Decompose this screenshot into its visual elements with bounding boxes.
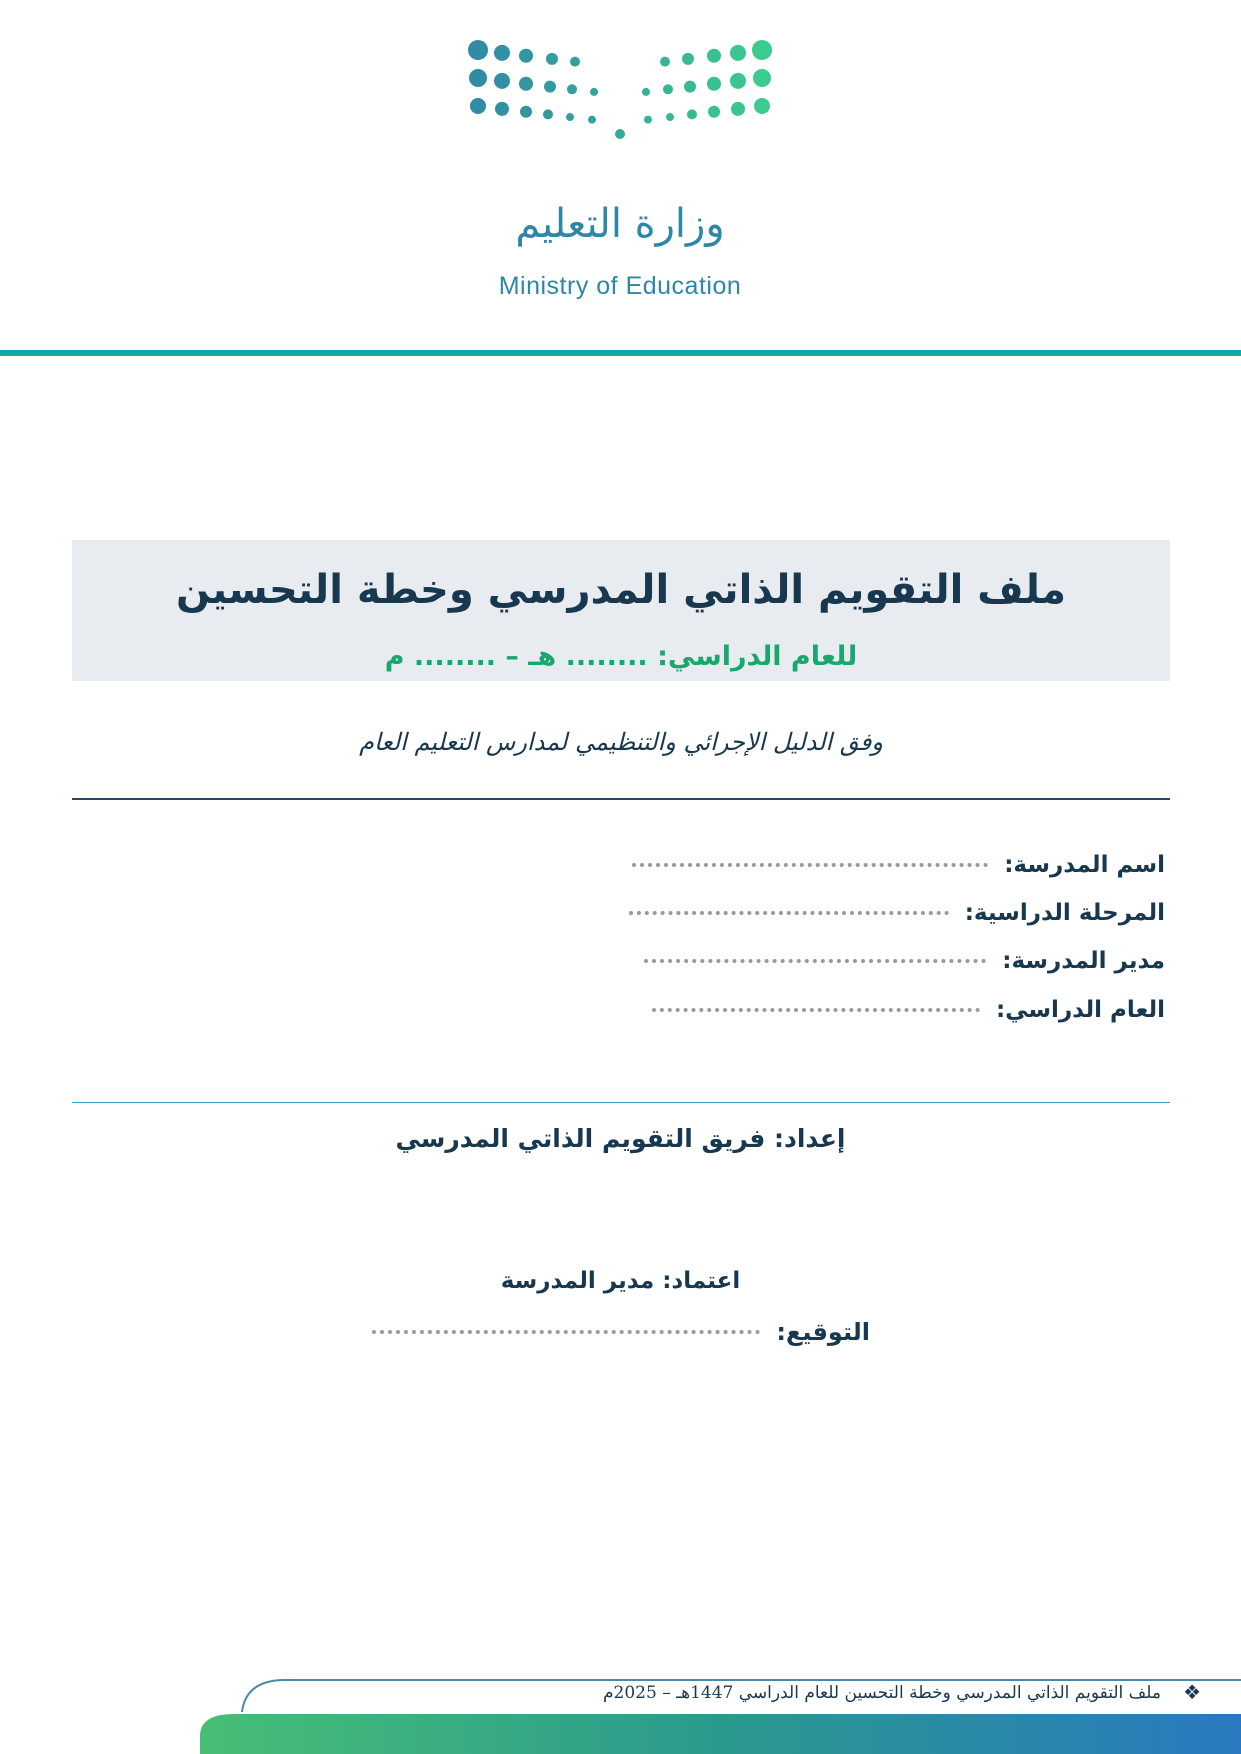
signature-line [372, 1330, 760, 1334]
section-divider [72, 798, 1170, 800]
fill-in-line [652, 1008, 980, 1012]
section-divider-light [72, 1102, 1170, 1103]
fill-in-line [632, 863, 988, 867]
ministry-logo [460, 36, 780, 300]
field-label: العام الدراسي: [995, 997, 1165, 1023]
academic-year-subtitle: للعام الدراسي: ........ هـ – ........ م [384, 641, 858, 672]
title-box [72, 540, 1170, 681]
logo-english-text: Ministry of Education [498, 272, 742, 300]
school-name-field [632, 852, 1165, 878]
prepared-by: إعداد: فريق التقويم الذاتي المدرسي [395, 1124, 846, 1153]
field-label: مدير المدرسة: [1002, 948, 1165, 974]
page-title: ملف التقويم الذاتي المدرسي وخطة التحسين [175, 567, 1067, 613]
fill-in-line [644, 959, 986, 963]
field-label: اسم المدرسة: [1004, 852, 1165, 878]
header-divider [0, 350, 1241, 356]
approval-line: اعتماد: مدير المدرسة [500, 1268, 741, 1294]
signature-field [370, 1318, 870, 1346]
field-label: المرحلة الدراسية: [964, 900, 1165, 926]
school-stage-field [629, 900, 1165, 926]
logo-dots-icon [460, 36, 780, 146]
principal-field [644, 948, 1165, 974]
academic-year-field [652, 997, 1165, 1023]
diamond-bullet-icon: ❖ [1183, 1680, 1201, 1704]
fill-in-line [629, 911, 949, 915]
logo-arabic-text: وزارة التعليم [515, 201, 725, 247]
signature-label: التوقيع: [776, 1318, 870, 1346]
guide-reference: وفق الدليل الإجرائي والتنظيمي لمدارس التعليم العام [359, 728, 883, 756]
footer-text: ملف التقويم الذاتي المدرسي وخطة التحسين للعام الدراسي 1447هـ – 2025م [603, 1683, 1161, 1703]
